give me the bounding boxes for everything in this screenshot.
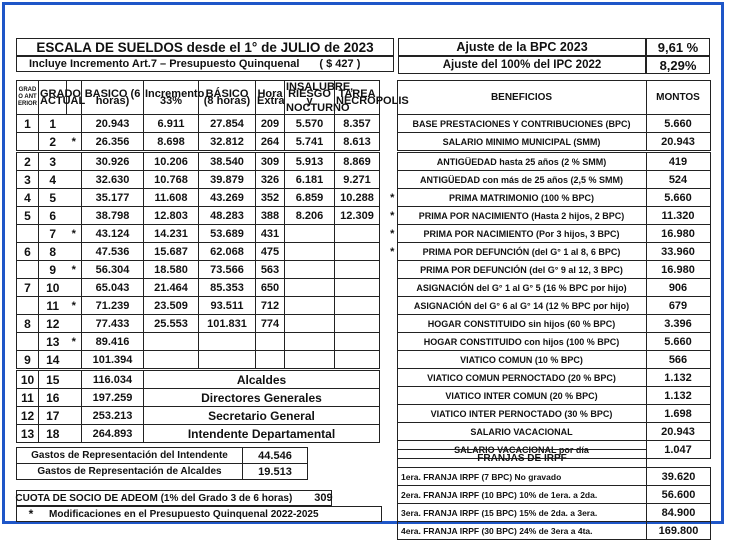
list-item [388,387,710,405]
insalubre: 5.913 [285,153,335,171]
basico-6: 101.394 [82,351,144,369]
benefit-star [388,261,397,279]
tarea-necropolis [335,243,380,261]
basico-8: 93.511 [199,297,256,315]
hora-extra: 774 [256,315,285,333]
table-row [17,261,380,279]
col-grado-actual: GRADO ACTUAL [39,81,67,115]
benefit-star [388,441,397,459]
benefit-amount: 1.132 [646,369,710,387]
grado-actual: 18 [39,425,67,443]
incremento: 25.553 [144,315,199,333]
grado-actual: 13 [39,333,67,351]
table-row [17,115,380,133]
tarea-necropolis [335,315,380,333]
incremento: 12.803 [144,207,199,225]
table-row [17,297,380,315]
insalubre: 5.741 [285,133,335,151]
basico-6: 71.239 [82,297,144,315]
incremento: 23.509 [144,297,199,315]
irpf-label: 4era. FRANJA IRPF (30 BPC) 24% de 3era a 4ta. [398,522,647,540]
table-row [17,333,380,351]
basico-6: 253.213 [82,407,144,425]
list-item [398,486,711,504]
benefits-table [388,152,711,459]
tarea-necropolis: 12.309 [335,207,380,225]
gastos-value: 19.513 [243,464,308,480]
grado-actual: 16 [39,389,67,407]
list-item [388,133,710,151]
grado-anterior: 7 [17,279,39,297]
basico-6: 116.034 [82,371,144,389]
benefit-amount: 20.943 [646,133,710,151]
benefit-amount: 419 [646,153,710,171]
grado-actual: 17 [39,407,67,425]
table-row [17,315,380,333]
insalubre [285,315,335,333]
tarea-necropolis: 9.271 [335,171,380,189]
list-item [388,315,710,333]
modified-star [67,207,82,225]
table-row [17,425,380,443]
basico-8: 73.566 [199,261,256,279]
tarea-necropolis [335,279,380,297]
basico-6: 89.416 [82,333,144,351]
modified-star [67,171,82,189]
basico-8: 53.689 [199,225,256,243]
table-row [17,407,380,425]
benefits-header-amount: MONTOS [646,81,710,115]
insalubre [285,351,335,369]
grado-actual: 3 [39,153,67,171]
benefit-label: PRIMA MATRIMONIO (100 % BPC) [397,189,646,207]
basico-6: 38.798 [82,207,144,225]
col-hora-extra: Hora Extra [256,81,285,115]
grado-anterior: 11 [17,389,39,407]
hora-extra: 326 [256,171,285,189]
benefit-label: VIATICO COMUN PERNOCTADO (20 % BPC) [397,369,646,387]
list-item [388,279,710,297]
hora-extra: 352 [256,189,285,207]
benefit-label: SALARIO VACACIONAL por día [397,441,646,459]
benefit-label: PRIMA POR NACIMIENTO (Por 3 hijos, 3 BPC) [397,225,646,243]
col-incremento: Incremento 33% [144,81,199,115]
grado-anterior: 10 [17,371,39,389]
benefit-amount: 1.132 [646,387,710,405]
benefit-star [388,387,397,405]
list-item [388,405,710,423]
basico-8: 62.068 [199,243,256,261]
grado-actual: 7 [39,225,67,243]
cargo-name: Secretario General [144,407,380,425]
tarea-necropolis [335,261,380,279]
list-item [388,189,710,207]
list-item [398,504,711,522]
benefit-label: ASIGNACIÓN del G° 6 al G° 14 (12 % BPC por hijo) [397,297,646,315]
tarea-necropolis [335,225,380,243]
modified-star [67,243,82,261]
cargo-name: Directores Generales [144,389,380,407]
ipc-adjust-label: Ajuste del 100% del IPC 2022 [398,56,646,74]
list-item [398,468,711,486]
insalubre [285,279,335,297]
benefit-amount: 5.660 [646,115,710,133]
benefit-amount: 524 [646,171,710,189]
irpf-table [397,449,711,540]
table-row [17,351,380,369]
incremento: 15.687 [144,243,199,261]
benefit-star [388,171,397,189]
list-item [388,423,710,441]
grado-actual: 4 [39,171,67,189]
tarea-necropolis [335,333,380,351]
spacer [67,407,82,425]
hora-extra: 563 [256,261,285,279]
benefit-star [388,351,397,369]
bpc-adjust-value: 9,61 % [646,38,710,56]
basico-6: 56.304 [82,261,144,279]
benefit-label: PRIMA POR DEFUNCIÓN (del G° 9 al 12, 3 BPC) [397,261,646,279]
benefit-amount: 16.980 [646,261,710,279]
gastos-value: 44.546 [243,448,308,464]
basico-8: 27.854 [199,115,256,133]
grado-actual: 9 [39,261,67,279]
basico-8: 48.283 [199,207,256,225]
basico-6: 35.177 [82,189,144,207]
modified-star [67,279,82,297]
irpf-label: 3era. FRANJA IRPF (15 BPC) 15% de 2da. a 3era. [398,504,647,522]
grado-anterior [17,133,39,151]
list-item [388,171,710,189]
footnote-label: Modificaciones en el Presupuesto Quinquenal 2022-2025 [49,508,319,520]
tarea-necropolis: 8.869 [335,153,380,171]
table-row [17,189,380,207]
modified-star [67,315,82,333]
page-subtitle [16,56,394,72]
benefit-amount: 3.396 [646,315,710,333]
list-item [388,351,710,369]
irpf-amount: 169.800 [647,522,711,540]
basico-8: 38.540 [199,153,256,171]
hora-extra [256,351,285,369]
gastos-table [16,447,308,480]
grado-anterior: 12 [17,407,39,425]
benefit-amount: 1.698 [646,405,710,423]
hora-extra: 712 [256,297,285,315]
benefit-star: * [390,227,395,240]
benefit-star: * [390,245,395,258]
incremento: 6.911 [144,115,199,133]
col-insalubre: INSALUBRE, RIESGO y NOCTURNO [286,80,354,114]
list-item [388,115,710,133]
basico-8: 32.812 [199,133,256,151]
benefit-label: PRIMA POR DEFUNCIÓN (del G° 1 al 8, 6 BPC) [397,243,646,261]
insalubre [285,297,335,315]
salary-table-main [16,152,380,369]
hora-extra: 264 [256,133,285,151]
benefit-label: HOGAR CONSTITUIDO sin hijos (60 % BPC) [397,315,646,333]
modified-star [67,189,82,207]
modified-star [67,351,82,369]
incremento: 11.608 [144,189,199,207]
tarea-necropolis [335,297,380,315]
incremento: 18.580 [144,261,199,279]
bpc-adjust-label: Ajuste de la BPC 2023 [398,38,646,56]
cuota-value: 309 [314,492,333,504]
benefits-header-label: BENEFICIOS [397,81,646,115]
benefit-star [388,297,397,315]
irpf-amount: 39.620 [647,468,711,486]
incremento: 10.206 [144,153,199,171]
benefit-label: VIATICO INTER COMUN (20 % BPC) [397,387,646,405]
grado-anterior: 9 [17,351,39,369]
grado-actual: 2 [39,133,67,151]
benefit-star: * [390,191,395,204]
tarea-necropolis: 10.288 [335,189,380,207]
ipc-adjust-value: 8,29% [646,56,710,74]
list-item [398,522,711,540]
basico-6: 264.893 [82,425,144,443]
table-row [17,225,380,243]
cargo-name: Alcaldes [144,371,380,389]
gastos-label: Gastos de Representación de Alcaldes [17,464,243,480]
insalubre [285,225,335,243]
basico-8 [199,333,256,351]
incremento: 10.768 [144,171,199,189]
table-row [17,464,308,480]
col-grado-anterior: GRADO ANTERIOR [17,81,39,115]
list-item [388,243,710,261]
irpf-amount: 56.600 [647,486,711,504]
benefit-star [388,333,397,351]
footnote [16,506,382,522]
basico-6: 77.433 [82,315,144,333]
table-row [17,371,380,389]
basico-8 [199,351,256,369]
basico-6: 47.536 [82,243,144,261]
grado-actual: 5 [39,189,67,207]
spacer [67,425,82,443]
modified-star: * [67,133,82,151]
basico-6: 20.943 [82,115,144,133]
incremento: 14.231 [144,225,199,243]
basico-8: 85.353 [199,279,256,297]
benefit-star [388,405,397,423]
grado-actual: 14 [39,351,67,369]
irpf-label: 2era. FRANJA IRPF (10 BPC) 10% de 1era. a 2da. [398,486,647,504]
col-basico-8: BÁSICO (8 horas) [199,81,256,115]
hora-extra: 650 [256,279,285,297]
basico-6: 65.043 [82,279,144,297]
benefit-label: ANTIGÜEDAD con más de 25 años (2,5 % SMM) [397,171,646,189]
grado-actual: 15 [39,371,67,389]
benefit-label: VIATICO COMUN (10 % BPC) [397,351,646,369]
benefit-amount: 906 [646,279,710,297]
hora-extra: 431 [256,225,285,243]
benefit-label: ANTIGÜEDAD hasta 25 años (2 % SMM) [397,153,646,171]
grado-anterior [17,225,39,243]
hora-extra: 309 [256,153,285,171]
incremento: 21.464 [144,279,199,297]
list-item [388,369,710,387]
grado-anterior: 2 [17,153,39,171]
insalubre [285,333,335,351]
subtitle-text: Incluye Incremento Art.7 – Presupuesto Quinquenal [29,58,300,70]
incremento: 8.698 [144,133,199,151]
insalubre: 5.570 [285,115,335,133]
benefit-star [388,279,397,297]
grado-anterior: 1 [17,115,39,133]
benefit-star: * [390,209,395,222]
basico-8: 43.269 [199,189,256,207]
grado-anterior [17,261,39,279]
col-tarea: TAREA NECROPOLIS [335,81,380,115]
subtitle-amount: ( $ 427 ) [319,58,361,70]
grado-anterior: 4 [17,189,39,207]
grado-anterior [17,297,39,315]
grado-anterior: 6 [17,243,39,261]
insalubre: 8.206 [285,207,335,225]
table-row [17,207,380,225]
col-basico-6: BASICO (6 horas) [82,81,144,115]
table-row [17,448,308,464]
table-row [17,389,380,407]
benefit-amount: 16.980 [646,225,710,243]
benefit-amount: 1.047 [646,441,710,459]
spacer [67,371,82,389]
hora-extra: 388 [256,207,285,225]
benefit-amount: 33.960 [646,243,710,261]
modified-star: * [67,333,82,351]
benefit-label: SALARIO VACACIONAL [397,423,646,441]
modified-star: * [67,225,82,243]
list-item [388,225,710,243]
modified-star: * [67,261,82,279]
grado-actual: 10 [39,279,67,297]
page-title: ESCALA DE SUELDOS desde el 1° de JULIO de 2023 [16,38,394,56]
spacer [67,389,82,407]
basico-6: 32.630 [82,171,144,189]
benefit-label: BASE PRESTACIONES Y CONTRIBUCIONES (BPC) [397,115,646,133]
grado-anterior [17,333,39,351]
tarea-necropolis: 8.613 [335,133,380,151]
irpf-amount: 84.900 [647,504,711,522]
basico-6: 26.356 [82,133,144,151]
grado-actual: 6 [39,207,67,225]
irpf-label: 1era. FRANJA IRPF (7 BPC) No gravado [398,468,647,486]
benefit-label: PRIMA POR NACIMIENTO (Hasta 2 hijos, 2 BPC) [397,207,646,225]
list-item [388,333,710,351]
basico-8: 39.879 [199,171,256,189]
salary-table-positions [16,370,380,443]
insalubre [285,261,335,279]
benefit-label: HOGAR CONSTITUIDO con hijos (100 % BPC) [397,333,646,351]
grado-actual: 8 [39,243,67,261]
basico-6: 30.926 [82,153,144,171]
irpf-title: FRANJAS DE IRPF [398,450,647,468]
salary-table-top [16,80,409,151]
grado-anterior: 8 [17,315,39,333]
benefit-star [388,115,397,133]
cuota-label: CUOTA DE SOCIO DE ADEOM (1% del Grado 3 de 6 horas) [15,492,293,504]
grado-anterior: 13 [17,425,39,443]
benefit-amount: 11.320 [646,207,710,225]
benefit-star [388,315,397,333]
benefit-star [388,423,397,441]
insalubre [285,243,335,261]
list-item [388,207,710,225]
cargo-name: Intendente Departamental [144,425,380,443]
grado-actual: 12 [39,315,67,333]
insalubre: 6.859 [285,189,335,207]
insalubre: 6.181 [285,171,335,189]
grado-actual: 11 [39,297,67,315]
benefits-table-top [388,80,711,151]
footnote-star: * [28,507,34,521]
modified-star [67,115,82,133]
list-item [388,261,710,279]
benefit-label: VIATICO INTER PERNOCTADO (30 % BPC) [397,405,646,423]
benefit-star [388,133,397,151]
benefit-star [388,369,397,387]
incremento [144,351,199,369]
list-item [388,297,710,315]
basico-6: 43.124 [82,225,144,243]
table-row [17,279,380,297]
benefit-amount: 679 [646,297,710,315]
basico-8: 101.831 [199,315,256,333]
grado-anterior: 3 [17,171,39,189]
benefit-label: ASIGNACIÓN del G° 1 al G° 5 (16 % BPC por hijo) [397,279,646,297]
benefit-star [388,153,397,171]
basico-6: 197.259 [82,389,144,407]
hora-extra [256,333,285,351]
modified-star: * [67,297,82,315]
tarea-necropolis [335,351,380,369]
benefit-amount: 566 [646,351,710,369]
benefit-amount: 5.660 [646,333,710,351]
benefit-amount: 5.660 [646,189,710,207]
grado-anterior: 5 [17,207,39,225]
table-row [17,243,380,261]
table-row [17,153,380,171]
benefit-label: SALARIO MINIMO MUNICIPAL (SMM) [397,133,646,151]
list-item [388,153,710,171]
gastos-label: Gastos de Representación del Intendente [17,448,243,464]
cuota-adeom [16,490,332,506]
table-row [17,133,380,151]
tarea-necropolis: 8.357 [335,115,380,133]
hora-extra: 475 [256,243,285,261]
benefit-amount: 20.943 [646,423,710,441]
hora-extra: 209 [256,115,285,133]
grado-actual: 1 [39,115,67,133]
incremento [144,333,199,351]
table-row [17,171,380,189]
modified-star [67,153,82,171]
